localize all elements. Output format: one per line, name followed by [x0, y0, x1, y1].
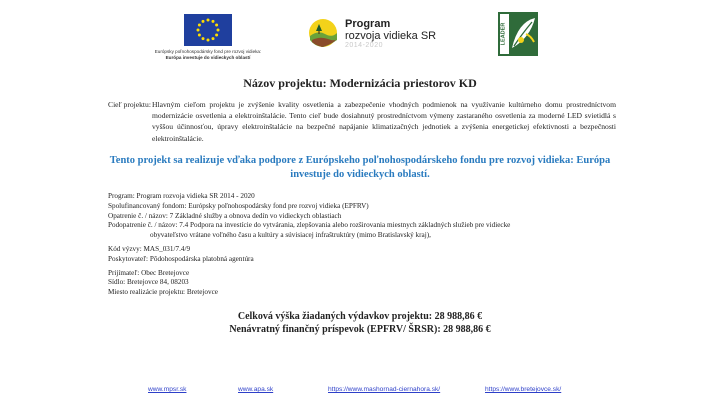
info-program: Program: Program rozvoja vidieka SR 2014 - 2020	[108, 192, 255, 200]
link-mas[interactable]: https://www.mashornad-ciernahora.sk/	[328, 386, 441, 393]
logo-header	[0, 10, 720, 68]
non-refundable-contribution: Nenávratný finančný príspevok (EPFRV/ ŠRSR): 28 988,86 €	[229, 324, 491, 335]
info-seat: Sídlo: Bretejovce 84, 08203	[108, 278, 189, 287]
prv-years: 2014-2020	[345, 42, 383, 49]
eu-caption-line2: Európa investuje do vidieckych oblastí	[165, 54, 251, 60]
prv-title-line1: Program	[345, 18, 391, 30]
support-statement: Tento projekt sa realizuje vďaka podpore z Európskeho poľnohospodárskeho fondu pre rozvoj vidieka: Európa investuje do vidieckych oblastí.	[109, 155, 611, 180]
eu-flag-icon	[184, 14, 232, 46]
footer-links	[0, 386, 720, 400]
info-measure: Opatrenie č. / názov: 7 Základné služby a obnova dedín vo vidieckych oblastiach	[108, 211, 342, 220]
info-recipient: Prijímateľ: Obec Bretejovce	[108, 268, 190, 277]
prv-title	[345, 19, 436, 42]
goal-label: Cieľ projektu:	[108, 100, 151, 109]
info-submeasure-line2: obyvateľstvo vrátane voľného času a kultúry a súvisiacej infraštruktúry (mimo Bratislavský kraj),	[150, 231, 431, 240]
project-totals	[0, 310, 720, 336]
info-location: Miesto realizácie projektu: Bretejovce	[108, 288, 218, 297]
eu-caption	[148, 49, 268, 60]
project-info	[108, 192, 608, 298]
link-mpsr[interactable]: www.mpsr.sk	[148, 386, 187, 393]
prv-title-line2: rozvoja vidieka SR	[345, 29, 437, 42]
info-submeasure-line1: Podopatrenie č. / názov: 7.4 Podpora na investície do vytvárania, zlepšovania alebo rozširovania miestnych základných služieb pre vidiecke	[108, 221, 511, 230]
eu-caption-line1: Európsky poľnohospodársky fond pre rozvoj vidieka:	[154, 49, 262, 54]
link-bretejovce[interactable]: https://www.bretejovce.sk/	[485, 386, 562, 393]
prv-landscape-icon	[308, 18, 338, 48]
page-title: Názov projektu: Modernizácia priestorov KD	[243, 76, 477, 90]
total-expenses: Celková výška žiadaných výdavkov projektu: 28 988,86 €	[237, 311, 483, 322]
goal-text: Hlavným cieľom projektu je zvýšenie kvality osvetlenia a zabezpečenie vhodných podmienok na využívanie kultúrneho domu prostredníctvom modernizácie osvetlenia a elektroinštalácie. Tento cieľ bude dosiahnutý prostredníctvom výmeny zastaraného osvetlenia za moderné LED svietidlá s vyššou účinnosťou, úpravy elektroinštalácie na bezpečné napájanie klimatizačných jednotiek a zvýšenia energetickej efektivnosti a bezpečnosti elektroinštalácie.	[152, 100, 616, 143]
leader-icon	[498, 12, 538, 56]
info-submeasure	[108, 221, 608, 241]
info-call-code: Kód výzvy: MAS_031/7.4/9	[108, 244, 191, 253]
eu-logo	[148, 14, 268, 60]
info-provider: Poskytovateľ: Pôdohospodárska platobná agentúra	[108, 254, 254, 263]
link-apa[interactable]: www.apa.sk	[238, 386, 274, 393]
info-fund: Spolufinancovaný fondom: Európsky poľnohospodársky fond pre rozvoj vidieka (EPFRV)	[108, 201, 369, 210]
project-goal	[108, 99, 616, 144]
leader-logo	[498, 12, 538, 56]
leader-vertical-text: LEADER	[500, 22, 507, 46]
prv-logo	[308, 16, 438, 56]
